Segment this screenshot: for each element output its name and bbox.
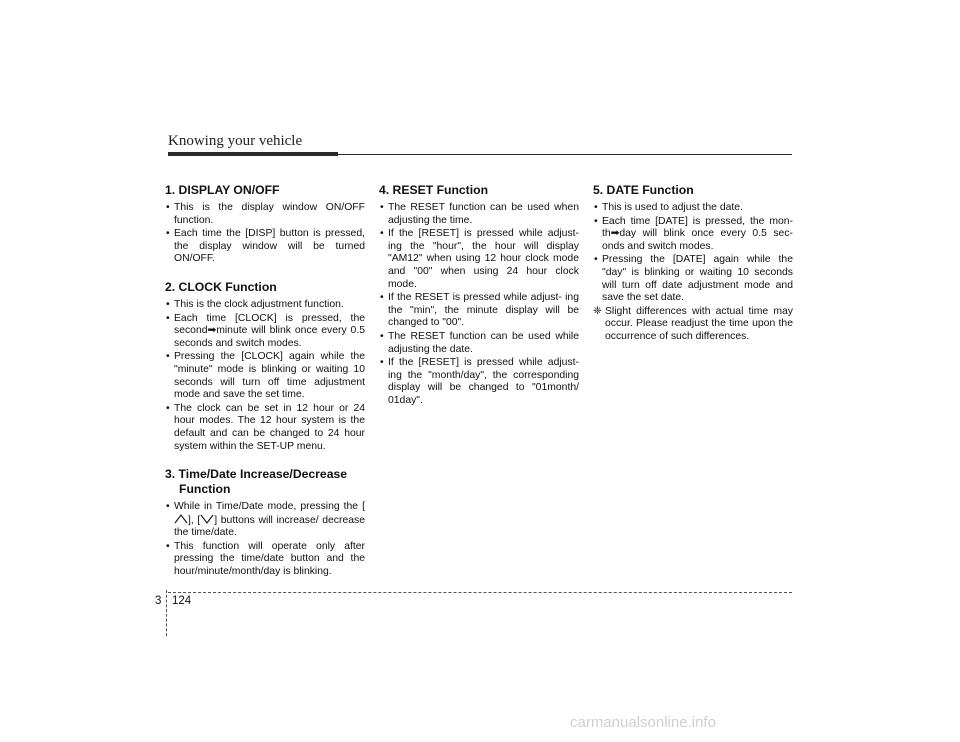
bullet: •	[166, 312, 170, 324]
bullet: •	[166, 402, 170, 414]
column-2	[379, 183, 579, 409]
bullet: •	[594, 254, 598, 266]
section-title-time-date	[165, 467, 365, 497]
list-item: • Each time [DATE] is pressed, the mon- th➡day will blink once every 0.5 sec- onds and switch modes.	[594, 215, 793, 252]
list-item: • This is the display window ON/OFF function.	[166, 202, 365, 226]
list-item: • If the [RESET] is pressed while adjust- ing the "hour", the hour will display "AM12" when using 12 hour clock mode and "00" when using 24 hour clock mode.	[380, 228, 579, 290]
header-bar	[168, 152, 338, 156]
list-item: • If the RESET is pressed while adjust- ing the "min", the minute display will be changed to "00".	[380, 292, 579, 329]
list-item: • Each time [CLOCK] is pressed, the second➡minute will blink once every 0.5 seconds and switch modes.	[166, 312, 365, 349]
footer-divider	[166, 590, 167, 636]
bullet: •	[166, 501, 170, 513]
list-item: • Pressing the [CLOCK] again while the "minute" mode is blinking or waiting 10 seconds will turn off time adjustment mode and save the set time.	[166, 351, 365, 401]
page-header-title: Knowing your vehicle	[168, 133, 303, 149]
clock-list	[165, 299, 365, 453]
section-title-clock: 2. CLOCK Function	[165, 279, 277, 294]
list-item: • The RESET function can be used while adjusting the date.	[380, 330, 579, 355]
bullet: •	[380, 292, 384, 304]
note	[593, 306, 793, 344]
list-item: • The clock can be set in 12 hour or 24 hour modes. The 12 hour system is the default and can be changed to 24 hour system within the SET-UP menu.	[166, 402, 365, 452]
watermark: carmanualsonline.info	[570, 714, 716, 731]
page-number: 124	[172, 595, 192, 607]
list-item: • Each time the [DISP] button is pressed, the display window will be turned ON/OFF.	[166, 228, 365, 265]
bullet: •	[380, 330, 384, 342]
display-list	[165, 202, 365, 266]
down-arrow-icon	[200, 514, 214, 524]
note-icon: ❈	[593, 305, 602, 317]
date-list	[593, 202, 793, 305]
bullet: •	[166, 228, 170, 240]
section-title-date: 5. DATE Function	[593, 183, 694, 197]
header-rule	[338, 154, 792, 155]
section-title-time-date-line1: 3. Time/Date Increase/Decrease	[165, 467, 348, 482]
bullet: •	[380, 228, 384, 240]
bullet: •	[166, 540, 170, 552]
up-arrow-icon	[174, 514, 188, 524]
list-item: • This is used to adjust the date.	[594, 202, 743, 213]
section-title-time-date-line2: Function	[179, 482, 231, 497]
list-item: • If the [RESET] is pressed while adjust- ing the "month/day", the corresponding display will be changed to "01month/ 01day".	[380, 357, 579, 406]
footer-rule	[168, 592, 792, 593]
time-date-list	[165, 501, 365, 579]
chapter-number: 3	[155, 595, 162, 607]
list-item: • Pressing the [DATE] again while the "day" is blinking or waiting 10 seconds will turn off date adjustment mode and save the set date.	[594, 254, 793, 304]
list-item: • This function will operate only after pressing the time/date button and the hour/minute/month/day is blinking.	[166, 540, 365, 578]
column-3	[593, 183, 793, 344]
note-text: Slight differences with actual time may occur. Please readjust the time upon the occurrence of such differences.	[605, 305, 793, 342]
list-item: • While in Time/Date mode, pressing the [], [ ] buttons will increase/ decrease the time/date.	[166, 501, 365, 539]
bullet: •	[594, 215, 598, 227]
list-item: • The RESET function can be used when adjusting the time.	[380, 202, 579, 226]
bullet: •	[380, 357, 384, 369]
bullet: •	[166, 351, 170, 363]
bullet: •	[166, 202, 170, 213]
bullet: •	[380, 202, 384, 213]
bullet: •	[594, 202, 598, 213]
section-title-reset: 4. RESET Function	[379, 183, 489, 197]
column-1	[165, 183, 365, 580]
bullet: •	[166, 298, 170, 310]
reset-list	[379, 202, 579, 408]
list-item: • This is the clock adjustment function.	[166, 298, 344, 310]
section-title-display: 1. DISPLAY ON/OFF	[165, 183, 280, 197]
